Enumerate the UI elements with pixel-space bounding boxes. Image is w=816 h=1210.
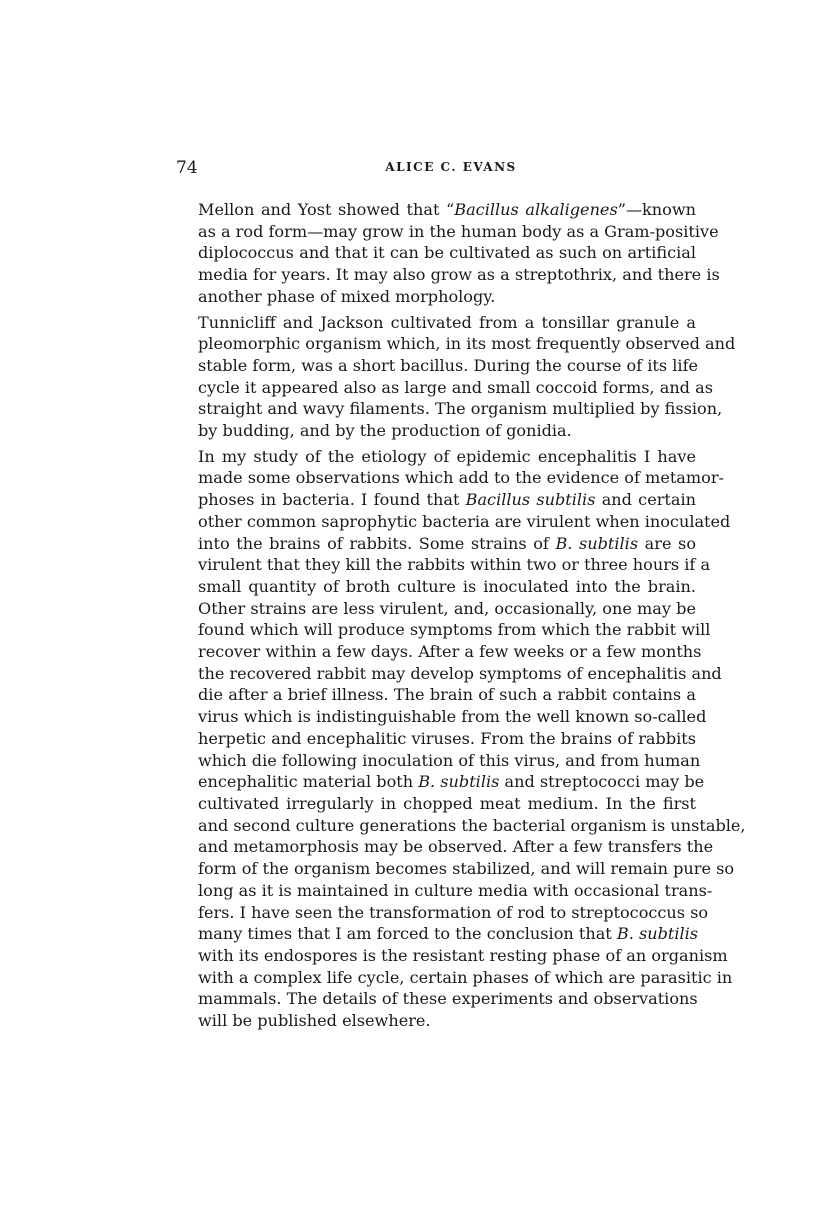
text-line: Tunnicliff and Jackson cultivated from a tonsillar granule a [198,312,696,332]
book-page [176,158,746,1036]
text-line: mammals. The details of these experiments and observations [198,989,698,1009]
text-line: many times that I am forced to the conclusion that B. subtilis [198,924,699,944]
text-line: other common saprophytic bacteria are virulent when inoculated [198,511,731,531]
paragraph [176,199,720,308]
text-line: by budding, and by the production of gonidia. [198,421,572,441]
text-line: virus which is indistinguishable from the well known so-called [198,707,707,727]
text-line: cultivated irregularly in chopped meat medium. In the first [198,793,696,813]
paragraph [176,446,746,1032]
text-line: with a complex life cycle, certain phases of which are parasitic in [198,967,733,987]
text-line: which die following inoculation of this virus, and from human [198,750,701,770]
running-head: ALICE C. EVANS [385,160,517,174]
body-text [176,199,746,1032]
italic-term: Bacillus alkaligenes [454,200,618,219]
text-line: the recovered rabbit may develop symptoms of encephalitis and [198,663,722,683]
text-line: virulent that they kill the rabbits within two or three hours if a [198,555,711,575]
text-line: Other strains are less virulent, and, occasionally, one may be [198,598,696,618]
text-line: and metamorphosis may be observed. After a few transfers the [198,837,714,857]
text-line: pleomorphic organism which, in its most frequently observed and [198,334,736,354]
text-line: into the brains of rabbits. Some strains of B. subtilis are so [198,533,697,553]
text-line: phoses in bacteria. I found that Bacillus subtilis and certain [198,490,696,510]
text-line: small quantity of broth culture is inoculated into the brain. [198,576,696,596]
text-line: In my study of the etiology of epidemic encephalitis I have [198,446,696,466]
text-line: media for years. It may also grow as a streptothrix, and there is [198,265,720,285]
text-line: diplococcus and that it can be cultivated as such on artificial [198,243,696,263]
text-line: long as it is maintained in culture media with occasional trans- [198,880,713,900]
italic-term: B. subtilis [555,533,639,553]
text-line: straight and wavy filaments. The organism multiplied by fission, [198,399,723,419]
text-line: stable form, was a short bacillus. During the course of its life [198,355,699,375]
italic-term: B. subtilis [616,924,699,944]
text-line: found which will produce symptoms from which the rabbit will [198,620,711,640]
text-line: encephalitic material both B. subtilis and streptococci may be [198,772,705,792]
text-line: and second culture generations the bacterial organism is unstable, [198,815,746,835]
text-line: form of the organism becomes stabilized, and will remain pure so [198,859,735,879]
text-line: fers. I have seen the transformation of rod to streptococcus so [198,902,709,922]
text-line: as a rod form—may grow in the human body as a Gram-positive [198,221,719,241]
text-line: another phase of mixed morphology. [198,286,496,306]
text-line: die after a brief illness. The brain of such a rabbit contains a [198,685,696,705]
page-header [176,158,696,182]
italic-term: Bacillus subtilis [465,490,596,510]
text-line: made some observations which add to the evidence of metamor- [198,468,724,488]
italic-term: B. subtilis [418,772,500,792]
paragraph [176,312,736,442]
text-line: herpetic and encephalitic viruses. From the brains of rabbits [198,728,696,748]
text-line: cycle it appeared also as large and small coccoid forms, and as [198,377,713,397]
page-number: 74 [176,158,198,178]
text-line: Mellon and Yost showed that “Bacillus alkaligenes”—known [198,200,696,219]
text-line: with its endospores is the resistant resting phase of an organism [198,945,728,965]
text-line: will be published elsewhere. [198,1011,431,1031]
text-line: recover within a few days. After a few weeks or a few months [198,642,702,662]
